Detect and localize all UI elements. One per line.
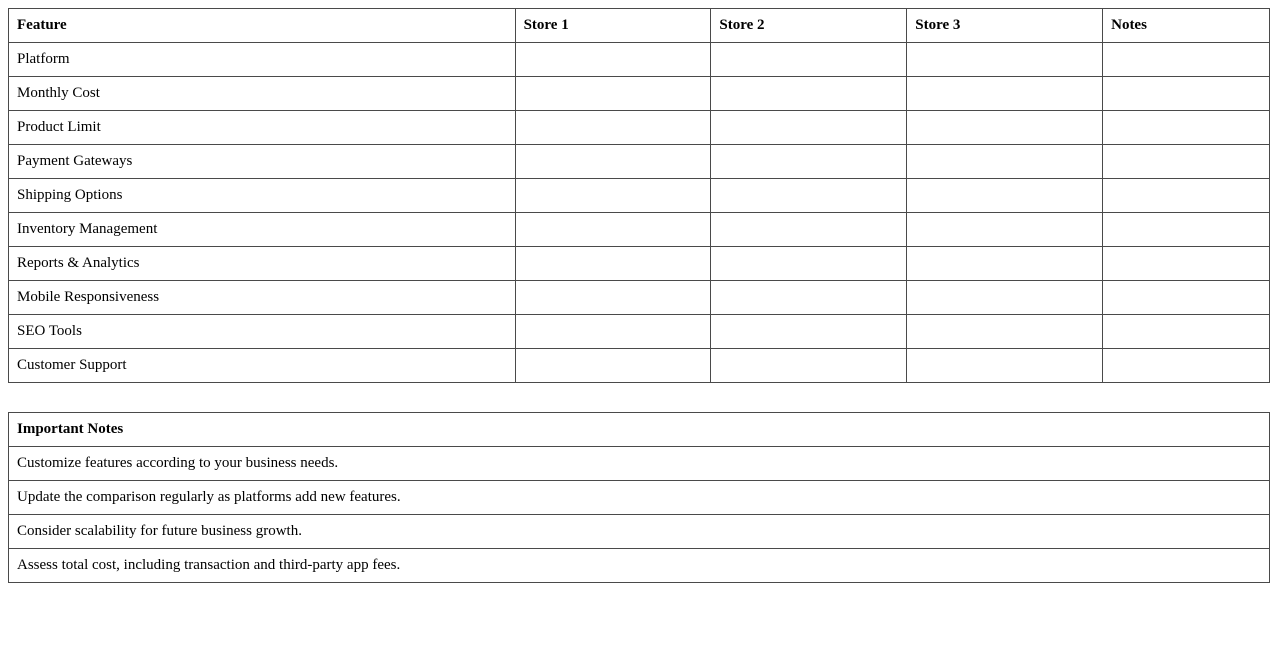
store-1-cell[interactable] bbox=[515, 247, 711, 281]
list-item bbox=[9, 481, 1270, 515]
notes-cell[interactable] bbox=[1103, 213, 1270, 247]
store-1-cell[interactable] bbox=[515, 349, 711, 383]
notes-cell[interactable] bbox=[1103, 349, 1270, 383]
table-row bbox=[9, 247, 1270, 281]
list-item bbox=[9, 549, 1270, 583]
table-row bbox=[9, 179, 1270, 213]
table-row bbox=[9, 213, 1270, 247]
store-3-cell[interactable] bbox=[907, 77, 1103, 111]
notes-cell[interactable] bbox=[1103, 43, 1270, 77]
notes-cell[interactable] bbox=[1103, 281, 1270, 315]
notes-cell[interactable] bbox=[1103, 77, 1270, 111]
store-1-cell[interactable] bbox=[515, 43, 711, 77]
store-1-cell[interactable] bbox=[515, 315, 711, 349]
header-notes: Notes bbox=[1103, 9, 1270, 43]
notes-title: Important Notes bbox=[9, 413, 1270, 447]
header-store-2: Store 2 bbox=[711, 9, 907, 43]
store-3-cell[interactable] bbox=[907, 349, 1103, 383]
table-row bbox=[9, 77, 1270, 111]
notes-cell[interactable] bbox=[1103, 111, 1270, 145]
store-3-cell[interactable] bbox=[907, 145, 1103, 179]
header-store-3: Store 3 bbox=[907, 9, 1103, 43]
store-2-cell[interactable] bbox=[711, 315, 907, 349]
store-3-cell[interactable] bbox=[907, 281, 1103, 315]
feature-cell: Monthly Cost bbox=[9, 77, 516, 111]
store-2-cell[interactable] bbox=[711, 179, 907, 213]
feature-cell: Product Limit bbox=[9, 111, 516, 145]
store-3-cell[interactable] bbox=[907, 111, 1103, 145]
store-2-cell[interactable] bbox=[711, 111, 907, 145]
store-2-cell[interactable] bbox=[711, 77, 907, 111]
important-notes-table bbox=[8, 412, 1270, 583]
notes-cell[interactable] bbox=[1103, 145, 1270, 179]
store-1-cell[interactable] bbox=[515, 111, 711, 145]
table-row bbox=[9, 111, 1270, 145]
table-row bbox=[9, 349, 1270, 383]
table-header-row bbox=[9, 9, 1270, 43]
feature-comparison-table bbox=[8, 8, 1270, 383]
store-2-cell[interactable] bbox=[711, 213, 907, 247]
store-2-cell[interactable] bbox=[711, 247, 907, 281]
table-row bbox=[9, 315, 1270, 349]
feature-cell: Inventory Management bbox=[9, 213, 516, 247]
table-row bbox=[9, 145, 1270, 179]
store-1-cell[interactable] bbox=[515, 281, 711, 315]
store-3-cell[interactable] bbox=[907, 43, 1103, 77]
table-row bbox=[9, 281, 1270, 315]
table-row bbox=[9, 43, 1270, 77]
feature-cell: Reports & Analytics bbox=[9, 247, 516, 281]
list-item bbox=[9, 515, 1270, 549]
header-feature: Feature bbox=[9, 9, 516, 43]
notes-header-row bbox=[9, 413, 1270, 447]
feature-cell: Mobile Responsiveness bbox=[9, 281, 516, 315]
feature-cell: SEO Tools bbox=[9, 315, 516, 349]
store-1-cell[interactable] bbox=[515, 145, 711, 179]
store-2-cell[interactable] bbox=[711, 43, 907, 77]
feature-cell: Shipping Options bbox=[9, 179, 516, 213]
feature-cell: Customer Support bbox=[9, 349, 516, 383]
notes-cell[interactable] bbox=[1103, 315, 1270, 349]
store-1-cell[interactable] bbox=[515, 77, 711, 111]
note-text: Customize features according to your business needs. bbox=[9, 447, 1270, 481]
store-1-cell[interactable] bbox=[515, 213, 711, 247]
store-3-cell[interactable] bbox=[907, 247, 1103, 281]
store-3-cell[interactable] bbox=[907, 179, 1103, 213]
store-2-cell[interactable] bbox=[711, 145, 907, 179]
feature-cell: Payment Gateways bbox=[9, 145, 516, 179]
store-2-cell[interactable] bbox=[711, 349, 907, 383]
note-text: Update the comparison regularly as platforms add new features. bbox=[9, 481, 1270, 515]
store-1-cell[interactable] bbox=[515, 179, 711, 213]
list-item bbox=[9, 447, 1270, 481]
header-store-1: Store 1 bbox=[515, 9, 711, 43]
store-2-cell[interactable] bbox=[711, 281, 907, 315]
store-3-cell[interactable] bbox=[907, 315, 1103, 349]
notes-cell[interactable] bbox=[1103, 247, 1270, 281]
note-text: Assess total cost, including transaction and third-party app fees. bbox=[9, 549, 1270, 583]
notes-cell[interactable] bbox=[1103, 179, 1270, 213]
note-text: Consider scalability for future business growth. bbox=[9, 515, 1270, 549]
store-3-cell[interactable] bbox=[907, 213, 1103, 247]
feature-cell: Platform bbox=[9, 43, 516, 77]
